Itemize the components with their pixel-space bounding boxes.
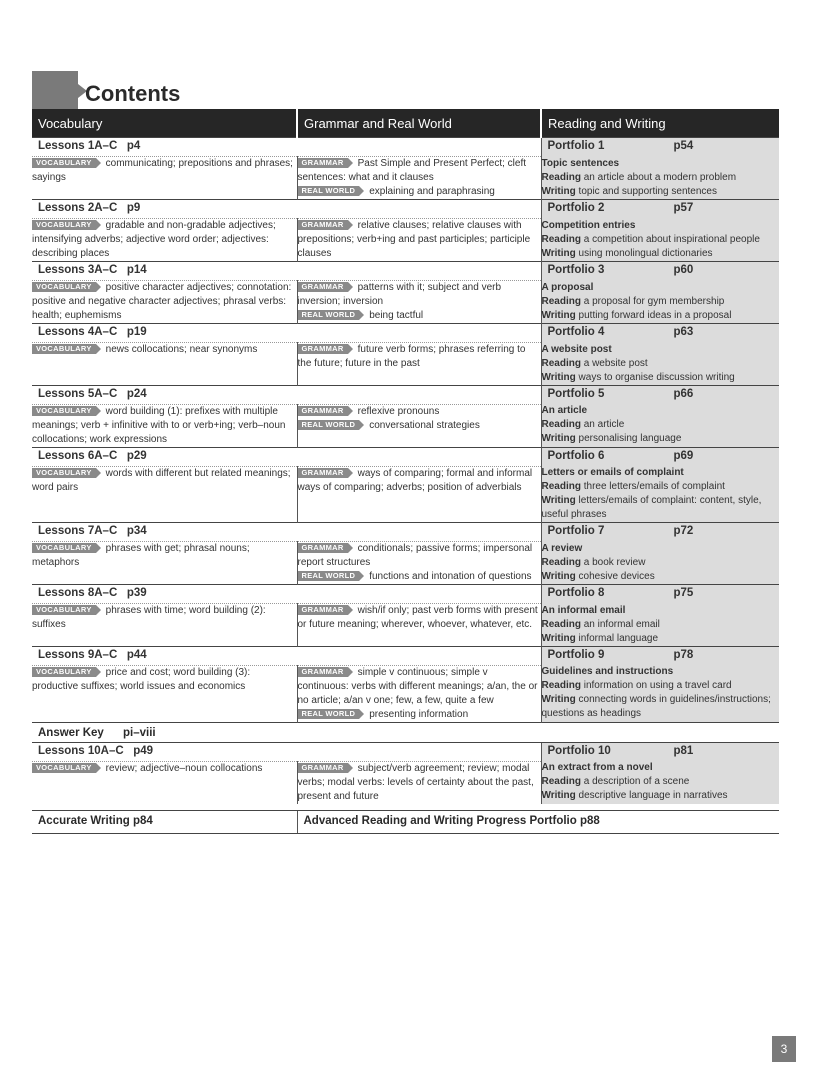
real-world-text: presenting information	[369, 708, 469, 720]
grammar-tag: GRAMMAR	[298, 282, 348, 292]
portfolio-topic: An extract from a novel	[541, 762, 653, 773]
lesson-content-row	[32, 604, 779, 647]
vocabulary-text: gradable and non-gradable adjectives; intensifying adverbs; adjective word order; adjectives: describing places	[32, 220, 276, 259]
lesson-heading[interactable]	[32, 200, 541, 219]
grammar-cell	[297, 761, 541, 804]
portfolio-label: Portfolio 2	[547, 202, 605, 214]
grammar-tag: GRAMMAR	[298, 543, 348, 553]
grammar-tag: GRAMMAR	[298, 406, 348, 416]
portfolio-heading[interactable]	[541, 200, 779, 219]
lesson-page: p39	[126, 587, 147, 599]
lesson-heading-row	[32, 523, 779, 542]
lesson-content-row	[32, 404, 779, 447]
vocabulary-text: communicating; prepositions and phrases; sayings	[32, 158, 293, 183]
vocabulary-cell	[32, 219, 297, 262]
page-title: Contents	[85, 81, 181, 106]
lesson-heading-row	[32, 585, 779, 604]
lesson-page: p9	[126, 202, 141, 214]
portfolio-page: p81	[673, 744, 694, 757]
lesson-heading[interactable]	[32, 324, 541, 343]
reading-line: Reading three letters/emails of complaint	[541, 481, 725, 492]
portfolio-heading[interactable]	[541, 523, 779, 542]
grammar-cell	[297, 219, 541, 262]
column-header-vocabulary: Vocabulary	[32, 109, 297, 138]
vocabulary-tag: VOCABULARY	[32, 667, 96, 677]
lesson-heading-row	[32, 138, 779, 157]
lesson-heading[interactable]	[32, 585, 541, 604]
grammar-text: future verb forms; phrases referring to the future; future in the past	[297, 344, 526, 369]
grammar-text: relative clauses; relative clauses with prepositions; verb+ing and past participles; participle clauses	[297, 220, 531, 259]
lesson-page: p14	[126, 264, 147, 276]
portfolio-page: p57	[673, 202, 694, 214]
reading-line: Reading a book review	[541, 556, 646, 568]
reading-writing-cell	[541, 542, 779, 585]
lesson-label: Lessons 4A–C	[38, 326, 118, 338]
title-accent-block	[32, 71, 78, 109]
reading-line: Reading an article about a modern problem	[541, 171, 737, 183]
writing-line: Writing topic and supporting sentences	[541, 185, 717, 197]
grammar-text: conditionals; passive forms; impersonal report structures	[297, 543, 533, 568]
grammar-cell	[297, 157, 541, 200]
reading-writing-cell	[541, 219, 779, 262]
portfolio-topic: Topic sentences	[541, 157, 620, 169]
answer-key-heading[interactable]: Answer Key pi–viii	[32, 722, 779, 742]
vocabulary-cell	[32, 665, 297, 722]
lesson-heading-row	[32, 385, 779, 404]
portfolio-page: p63	[673, 326, 694, 338]
grammar-text: simple v continuous; simple v continuous: verbs with different meanings; a/an, the or no article; a/an v one; few, a few, quite a few	[297, 666, 538, 706]
vocabulary-text: review; adjective–noun collocations	[105, 762, 263, 774]
portfolio-topic: A review	[541, 542, 583, 554]
reading-line: Reading information on using a travel card	[541, 680, 732, 691]
reading-line: Reading an article	[541, 419, 625, 430]
lesson-label: Lessons 8A–C	[38, 587, 118, 599]
portfolio-label: Portfolio 5	[547, 387, 605, 400]
reading-line: Reading a competition about inspirational people	[541, 233, 760, 245]
portfolio-heading[interactable]	[541, 324, 779, 343]
reading-writing-cell	[541, 604, 779, 647]
portfolio-heading[interactable]	[541, 262, 779, 281]
advanced-portfolio-link[interactable]: Advanced Reading and Writing Progress Portfolio p88	[297, 810, 779, 833]
real-world-tag: REAL WORLD	[298, 310, 360, 320]
footer-links-row	[32, 810, 779, 833]
lesson-heading-row	[32, 742, 779, 761]
vocabulary-text: phrases with time; word building (2): suffixes	[32, 605, 266, 630]
lesson-content-row	[32, 665, 779, 722]
vocabulary-cell	[32, 466, 297, 523]
lesson-label: Lessons 7A–C	[38, 525, 118, 537]
vocabulary-text: words with different but related meanings; word pairs	[32, 467, 291, 493]
portfolio-label: Portfolio 8	[547, 587, 605, 599]
lesson-heading-row	[32, 324, 779, 343]
grammar-cell	[297, 604, 541, 647]
lesson-label: Lessons 5A–C	[38, 387, 118, 400]
portfolio-label: Portfolio 9	[547, 648, 605, 661]
writing-line: Writing connecting words in guidelines/instructions; questions as headings	[541, 694, 771, 719]
vocabulary-cell	[32, 343, 297, 386]
lesson-page: p49	[133, 744, 154, 757]
vocabulary-tag: VOCABULARY	[32, 605, 96, 615]
reading-writing-cell	[541, 665, 779, 722]
lesson-label: Lessons 1A–C	[38, 140, 118, 152]
lesson-label: Lessons 9A–C	[38, 648, 118, 661]
reading-line: Reading an informal email	[541, 618, 660, 630]
lesson-content-row	[32, 343, 779, 386]
lesson-heading[interactable]	[32, 138, 541, 157]
vocabulary-text: word building (1): prefixes with multiple meanings; verb + infinitive with to or verb+ing; verb–noun collocations; work expressions	[32, 405, 286, 445]
vocabulary-tag: VOCABULARY	[32, 158, 96, 168]
grammar-tag: GRAMMAR	[298, 220, 348, 230]
answer-key-row	[32, 722, 779, 742]
lesson-content-row	[32, 219, 779, 262]
lesson-page: p29	[126, 449, 147, 462]
portfolio-heading[interactable]	[541, 646, 779, 665]
portfolio-label: Portfolio 7	[547, 525, 605, 537]
grammar-tag: GRAMMAR	[298, 605, 348, 615]
real-world-text: being tactful	[369, 310, 424, 321]
lesson-content-row	[32, 761, 779, 804]
grammar-text: Past Simple and Present Perfect; cleft sentences: what and it clauses	[297, 158, 527, 183]
lesson-page: p19	[126, 326, 147, 338]
grammar-cell	[297, 542, 541, 585]
grammar-tag: GRAMMAR	[298, 667, 348, 677]
lesson-heading[interactable]	[32, 523, 541, 542]
grammar-cell	[297, 281, 541, 324]
real-world-tag: REAL WORLD	[298, 709, 360, 719]
lesson-content-row	[32, 157, 779, 200]
portfolio-label: Portfolio 10	[547, 744, 611, 757]
lesson-page: p44	[126, 648, 147, 661]
portfolio-topic: An informal email	[541, 604, 626, 616]
vocabulary-cell	[32, 542, 297, 585]
lesson-page: p34	[126, 525, 147, 537]
accurate-writing-link[interactable]: Accurate Writing p84	[32, 810, 297, 833]
vocabulary-tag: VOCABULARY	[32, 282, 96, 292]
portfolio-page: p66	[673, 387, 694, 400]
lesson-content-row	[32, 466, 779, 523]
grammar-text: ways of comparing; formal and informal ways of comparing; adverbs; position of adverbials	[297, 467, 533, 493]
writing-line: Writing using monolingual dictionaries	[541, 247, 713, 259]
reading-writing-cell	[541, 157, 779, 200]
lesson-heading[interactable]	[32, 742, 541, 761]
portfolio-label: Portfolio 6	[547, 449, 605, 462]
lesson-heading-row	[32, 447, 779, 466]
lesson-heading[interactable]	[32, 646, 541, 665]
grammar-tag: GRAMMAR	[298, 344, 348, 354]
contents-table	[32, 109, 779, 834]
portfolio-heading[interactable]	[541, 447, 779, 466]
vocabulary-tag: VOCABULARY	[32, 344, 96, 354]
column-header-row	[32, 109, 779, 138]
portfolio-topic: A website post	[541, 343, 612, 355]
portfolio-page: p72	[673, 525, 694, 537]
grammar-tag: GRAMMAR	[298, 158, 348, 168]
lesson-heading-row	[32, 262, 779, 281]
portfolio-heading[interactable]	[541, 138, 779, 157]
reading-writing-cell	[541, 761, 779, 804]
portfolio-label: Portfolio 3	[547, 264, 605, 276]
writing-line: Writing letters/emails of complaint: content, style, useful phrases	[541, 495, 762, 520]
reading-line: Reading a website post	[541, 357, 648, 369]
writing-line: Writing descriptive language in narratives	[541, 790, 728, 801]
vocabulary-text: phrases with get; phrasal nouns; metaphors	[32, 543, 250, 568]
real-world-text: functions and intonation of questions	[369, 571, 532, 582]
real-world-text: conversational strategies	[369, 419, 480, 431]
vocabulary-tag: VOCABULARY	[32, 220, 96, 230]
vocabulary-text: price and cost; word building (3): productive suffixes; world issues and economics	[32, 666, 251, 692]
lesson-page: p4	[126, 140, 141, 152]
lesson-heading[interactable]	[32, 385, 541, 404]
grammar-cell	[297, 665, 541, 722]
grammar-text: wish/if only; past verb forms with present or future meaning; wherever, whoever, whatever, etc.	[297, 605, 538, 630]
lesson-content-row	[32, 281, 779, 324]
column-header-grammar: Grammar and Real World	[297, 109, 541, 138]
lesson-label: Lessons 2A–C	[38, 202, 118, 214]
vocabulary-tag: VOCABULARY	[32, 543, 96, 553]
portfolio-topic: Competition entries	[541, 219, 636, 231]
grammar-text: patterns with it; subject and verb inversion; inversion	[297, 282, 502, 307]
writing-line: Writing informal language	[541, 632, 659, 644]
reading-line: Reading a proposal for gym membership	[541, 295, 725, 307]
writing-line: Writing putting forward ideas in a proposal	[541, 309, 732, 321]
writing-line: Writing personalising language	[541, 433, 682, 444]
vocabulary-tag: VOCABULARY	[32, 468, 96, 478]
portfolio-page: p54	[673, 140, 694, 152]
lesson-label: Lessons 10A–C	[38, 744, 124, 757]
lesson-heading[interactable]	[32, 262, 541, 281]
reading-writing-cell	[541, 281, 779, 324]
lesson-heading-row	[32, 200, 779, 219]
portfolio-heading[interactable]	[541, 585, 779, 604]
column-header-reading-writing: Reading and Writing	[541, 109, 779, 138]
reading-writing-cell	[541, 466, 779, 523]
portfolio-label: Portfolio 1	[547, 140, 605, 152]
vocabulary-cell	[32, 157, 297, 200]
portfolio-page: p69	[673, 449, 694, 462]
grammar-tag: GRAMMAR	[298, 763, 348, 773]
vocabulary-tag: VOCABULARY	[32, 763, 96, 773]
portfolio-heading[interactable]	[541, 742, 779, 761]
lesson-heading-row	[32, 646, 779, 665]
portfolio-page: p60	[673, 264, 694, 276]
writing-line: Writing cohesive devices	[541, 570, 655, 582]
vocabulary-text: news collocations; near synonyms	[105, 344, 258, 355]
grammar-cell	[297, 343, 541, 386]
vocabulary-cell	[32, 604, 297, 647]
grammar-cell	[297, 466, 541, 523]
real-world-tag: REAL WORLD	[298, 420, 360, 430]
grammar-text: reflexive pronouns	[357, 405, 440, 417]
portfolio-topic: Letters or emails of complaint	[541, 467, 684, 478]
portfolio-topic: A proposal	[541, 281, 594, 293]
lesson-heading[interactable]	[32, 447, 541, 466]
lesson-page: p24	[126, 387, 147, 400]
real-world-tag: REAL WORLD	[298, 186, 360, 196]
page-number: 3	[772, 1036, 796, 1062]
page-header	[32, 71, 780, 109]
reading-writing-cell	[541, 404, 779, 447]
portfolio-page: p78	[673, 648, 694, 661]
portfolio-topic: Guidelines and instructions	[541, 666, 674, 677]
lesson-label: Lessons 3A–C	[38, 264, 118, 276]
grammar-tag: GRAMMAR	[298, 468, 348, 478]
real-world-tag: REAL WORLD	[298, 571, 360, 581]
writing-line: Writing ways to organise discussion writing	[541, 371, 735, 383]
vocabulary-cell	[32, 404, 297, 447]
lesson-content-row	[32, 542, 779, 585]
portfolio-page: p75	[673, 587, 694, 599]
vocabulary-tag: VOCABULARY	[32, 406, 96, 416]
lesson-label: Lessons 6A–C	[38, 449, 118, 462]
real-world-text: explaining and paraphrasing	[369, 186, 495, 197]
portfolio-label: Portfolio 4	[547, 326, 605, 338]
portfolio-heading[interactable]	[541, 385, 779, 404]
vocabulary-cell	[32, 281, 297, 324]
reading-line: Reading a description of a scene	[541, 776, 690, 787]
vocabulary-text: positive character adjectives; connotation: positive and negative character adjectives; phrasal verbs: health; euphemisms	[32, 282, 292, 321]
portfolio-topic: An article	[541, 405, 588, 416]
grammar-text: subject/verb agreement; review; modal verbs; modal verbs: levels of certainty about the past, present and future	[297, 762, 534, 802]
reading-writing-cell	[541, 343, 779, 386]
grammar-cell	[297, 404, 541, 447]
vocabulary-cell	[32, 761, 297, 804]
